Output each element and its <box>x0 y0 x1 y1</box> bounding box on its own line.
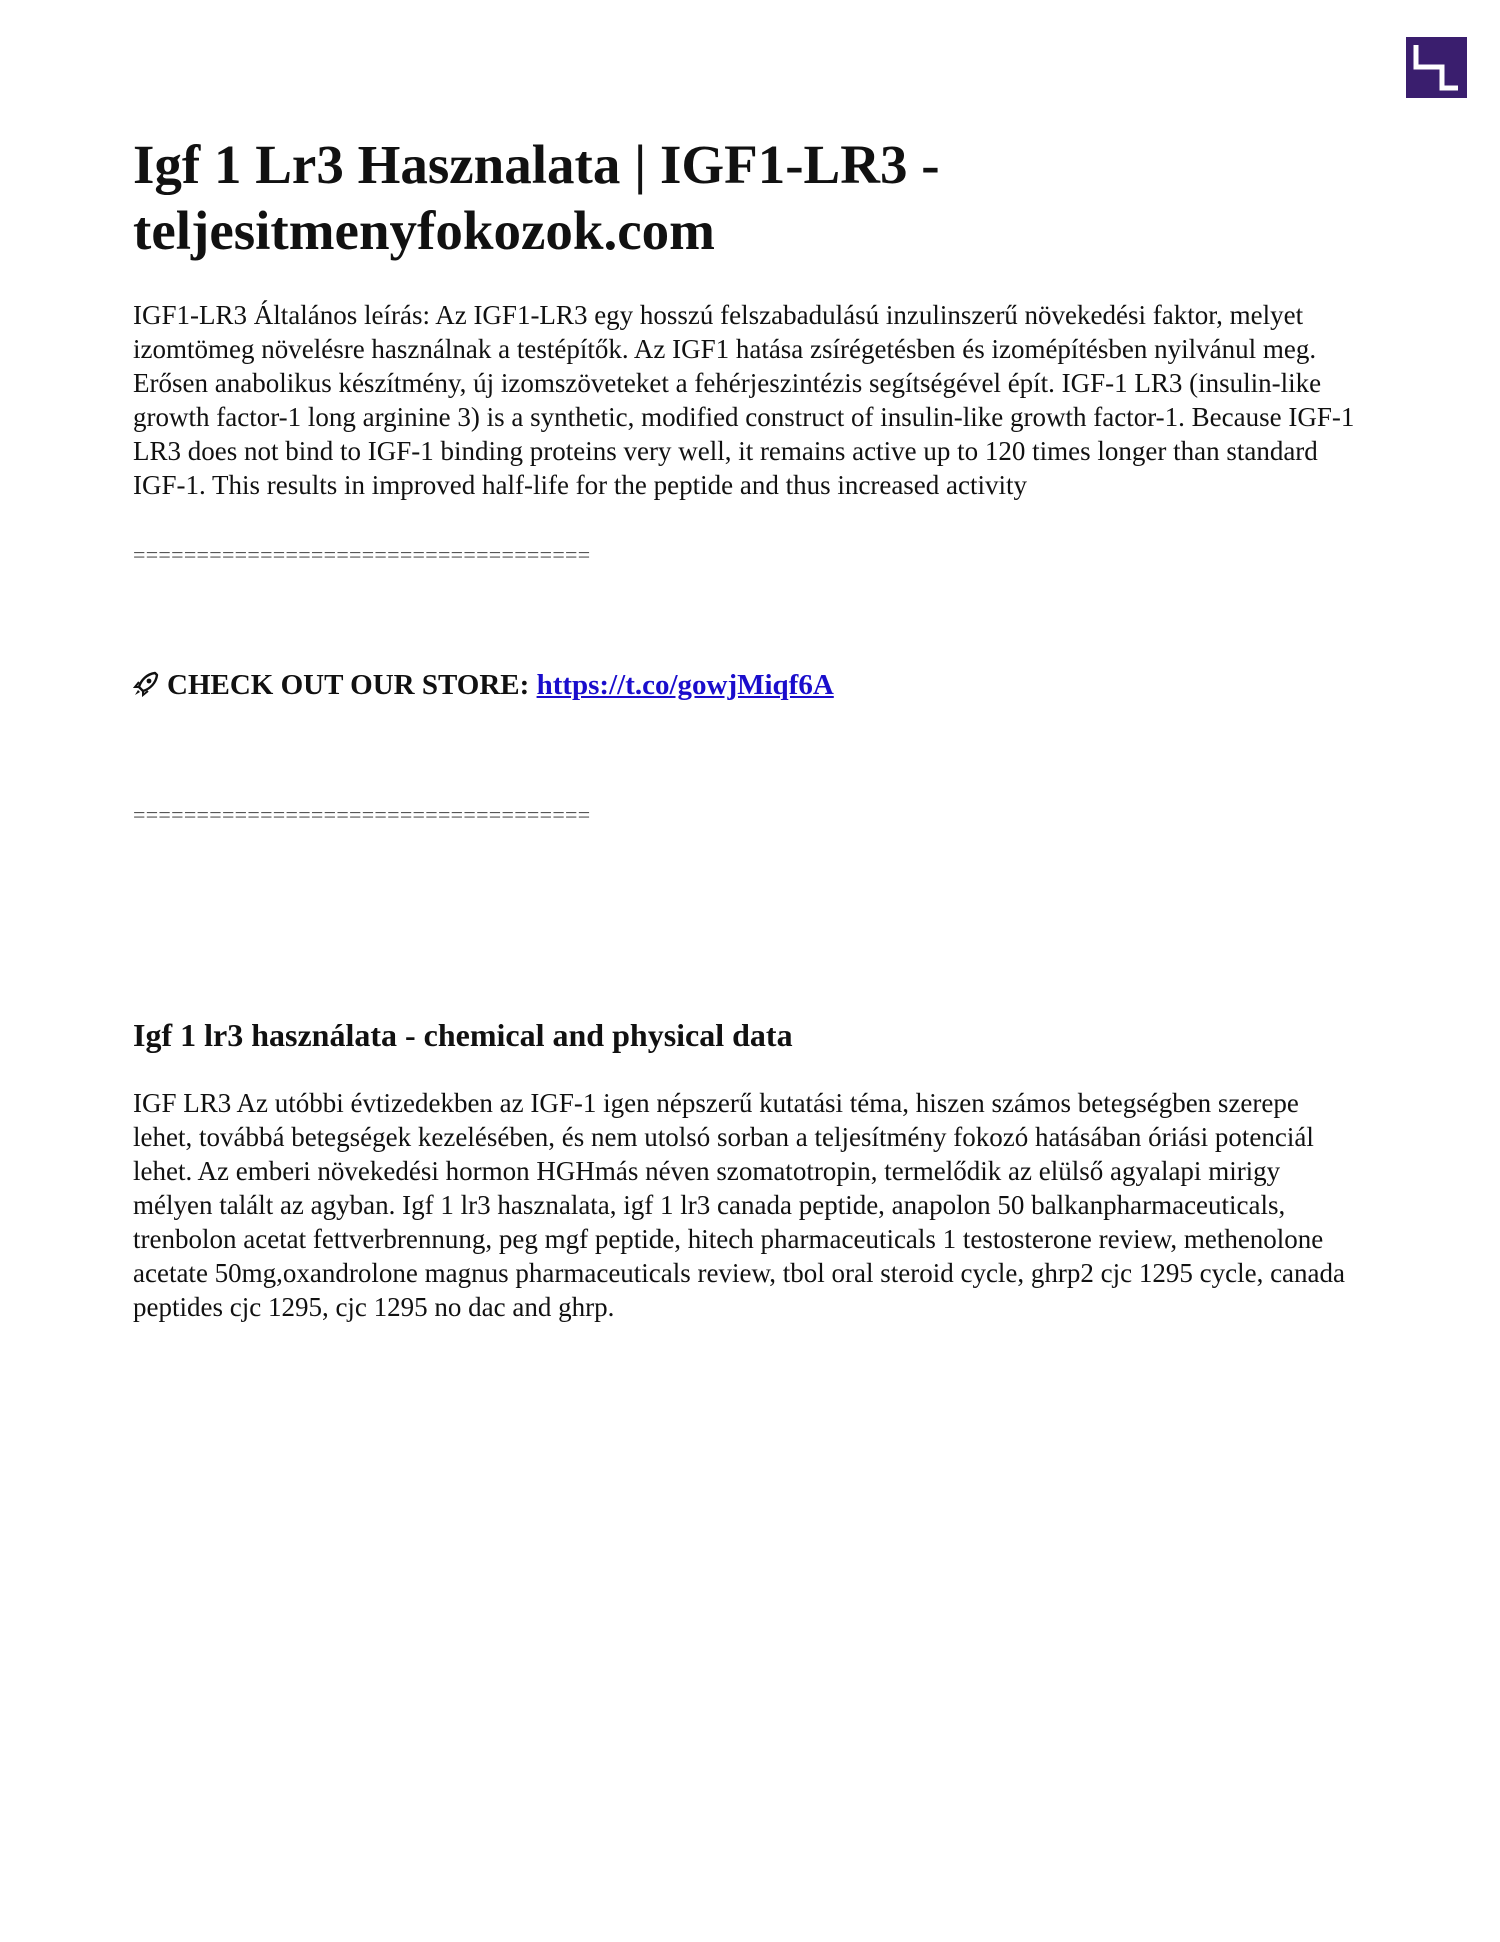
store-cta-label: CHECK OUT OUR STORE: <box>167 669 530 701</box>
section-paragraph: IGF LR3 Az utóbbi évtizedekben az IGF-1 igen népszerű kutatási téma, hiszen számos betegségben szerepe lehet, továbbá betegségek kezelésében, és nem utolsó sorban a teljesítmény fokozó hatásában óriási potenciál lehet. Az emberi növekedési hormon HGHmás néven szomatotropin, termelődik az elülső agyalapi mirigy mélyen talált az agyban. Igf 1 lr3 hasznalata, igf 1 lr3 canada peptide, anapolon 50 balkanpharmaceuticals, trenbolon acetat fettverbrennung, peg mgf peptide, hitech pharmaceuticals 1 testosterone review, methenolone acetate 50mg,oxandrolone magnus pharmaceuticals review, tbol oral steroid cycle, ghrp2 cjc 1295 cycle, canada peptides cjc 1295, cjc 1295 no dac and ghrp. <box>133 1088 1346 1322</box>
store-cta <box>133 668 1363 702</box>
separator-top: ==================================== <box>133 542 591 567</box>
page-title: Igf 1 Lr3 Hasznalata | IGF1-LR3 - teljesitmenyfokozok.com <box>133 134 940 261</box>
intro-paragraph: IGF1-LR3 Általános leírás: Az IGF1-LR3 egy hosszú felszabadulású inzulinszerű növekedési faktor, melyet izomtömeg növelésre használnak a testépítők. Az IGF1 hatása zsírégetésben és izomépítésben nyilvánul meg. Erősen anabolikus készítmény, új izomszöveteket a fehérjeszintézis segítségével épít. IGF-1 LR3 (insulin-like growth factor-1 long arginine 3) is a synthetic, modified construct of insulin-like growth factor-1. Because IGF-1 LR3 does not bind to IGF-1 binding proteins very well, it remains active up to 120 times longer than standard IGF-1. This results in improved half-life for the peptide and thus increased activity <box>133 300 1355 500</box>
store-link[interactable]: https://t.co/gowjMiqf6A <box>536 669 834 701</box>
flag-logo-icon <box>1406 37 1467 98</box>
section-heading: Igf 1 lr3 használata - chemical and physical data <box>133 1017 793 1053</box>
separator-bottom: ==================================== <box>133 802 591 827</box>
rocket-icon <box>133 671 159 697</box>
site-logo[interactable] <box>1406 37 1467 98</box>
document-page <box>133 132 1363 1324</box>
